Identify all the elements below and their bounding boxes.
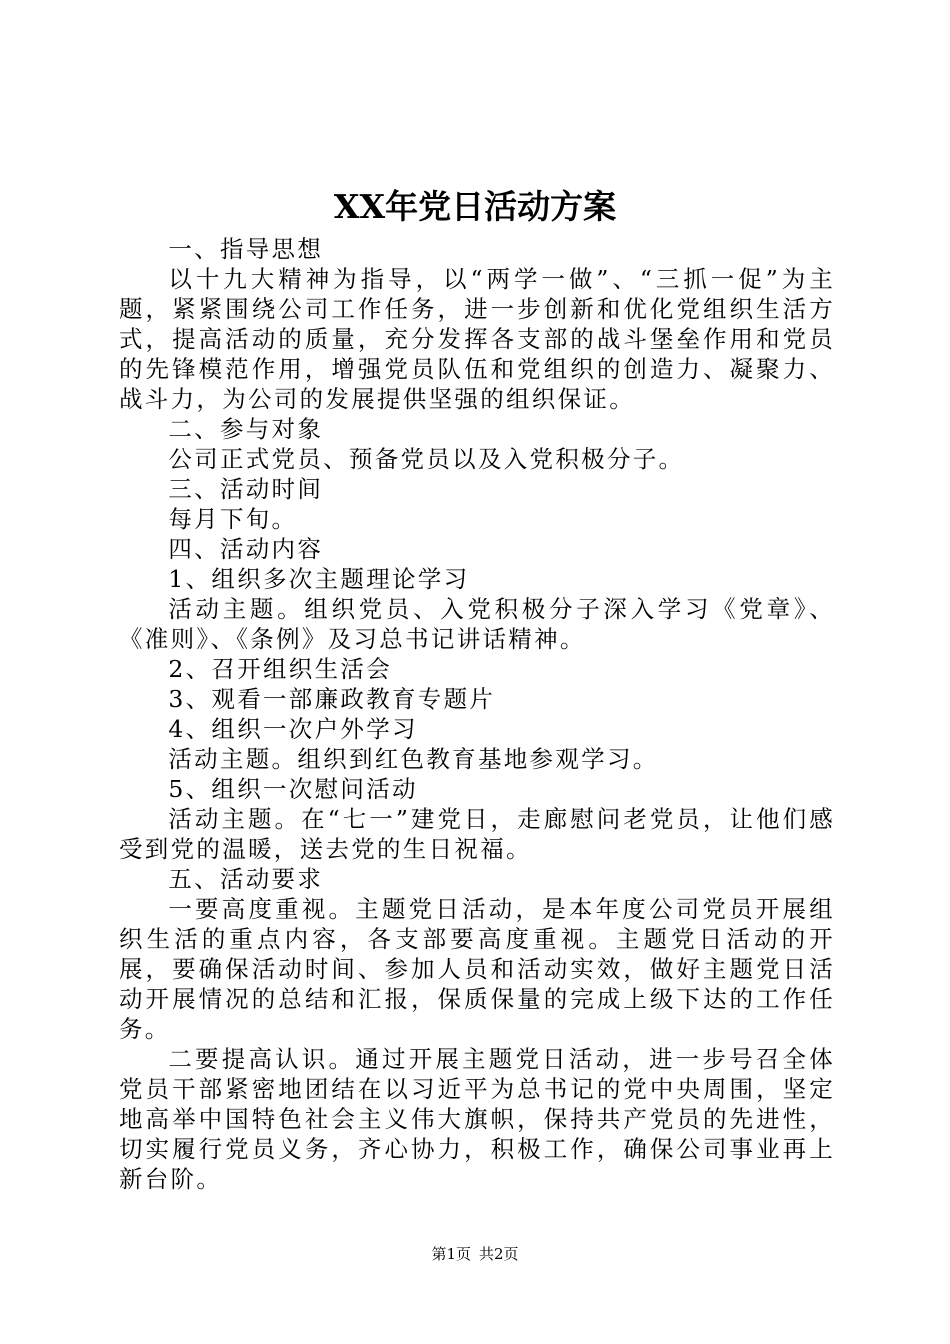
paragraph-theory-study: 活动主题。组织党员、入党积极分子深入学习《党章》、《准则》、《条例》及习总书记讲话精神。: [119, 595, 835, 653]
section-heading-requirements: 五、活动要求: [168, 865, 324, 893]
item-heading-visit-activity: 5、组织一次慰问活动: [168, 775, 418, 803]
document-title: XX年党日活动方案: [333, 187, 617, 226]
section-heading-participants: 二、参与对象: [168, 415, 324, 443]
item-heading-theory-study: 1、组织多次主题理论学习: [168, 565, 470, 593]
paragraph-requirement-two: 二要提高认识。通过开展主题党日活动，进一步号召全体党员干部紧密地团结在以习近平为总书记的党中央周围，坚定地高举中国特色社会主义伟大旗帜，保持共产党员的先进性，切实履行党员义务，齐心协力，积极工作，确保公司事业再上新台阶。: [119, 1045, 835, 1193]
document-body: [119, 234, 835, 1194]
current-page-number: 第1页: [431, 1245, 471, 1263]
section-heading-guiding-ideology: 一、指导思想: [168, 235, 324, 263]
total-page-count: 共2页: [479, 1245, 519, 1263]
paragraph-requirement-one: 一要高度重视。主题党日活动，是本年度公司党员开展组织生活的重点内容，各支部要高度重视。主题党日活动的开展，要确保活动时间、参加人员和活动实效，做好主题党日活动开展情况的总结和汇报，保质保量的完成上级下达的工作任务。: [119, 895, 835, 1043]
paragraph-visit-activity: 活动主题。在“七一”建党日，走廊慰问老党员，让他们感受到党的温暖，送去党的生日祝福。: [119, 805, 835, 863]
paragraph-participants: 公司正式党员、预备党员以及入党积极分子。: [168, 445, 685, 473]
item-heading-organization-meeting: 2、召开组织生活会: [168, 655, 392, 683]
page-footer: [0, 1244, 950, 1264]
paragraph-outdoor-study: 活动主题。组织到红色教育基地参观学习。: [168, 745, 659, 773]
section-heading-activity-time: 三、活动时间: [168, 475, 324, 503]
item-heading-integrity-film: 3、观看一部廉政教育专题片: [168, 685, 496, 713]
paragraph-activity-time: 每月下旬。: [168, 505, 298, 533]
section-heading-activity-content: 四、活动内容: [168, 535, 324, 563]
paragraph-guiding-ideology: 以十九大精神为指导，以“两学一做”、“三抓一促”为主题，紧紧围绕公司工作任务，进一步创新和优化党组织生活方式，提高活动的质量，充分发挥各支部的战斗堡垒作用和党员的先锋模范作用，增强党员队伍和党组织的创造力、凝聚力、战斗力，为公司的发展提供坚强的组织保证。: [119, 265, 835, 413]
item-heading-outdoor-study: 4、组织一次户外学习: [168, 715, 418, 743]
